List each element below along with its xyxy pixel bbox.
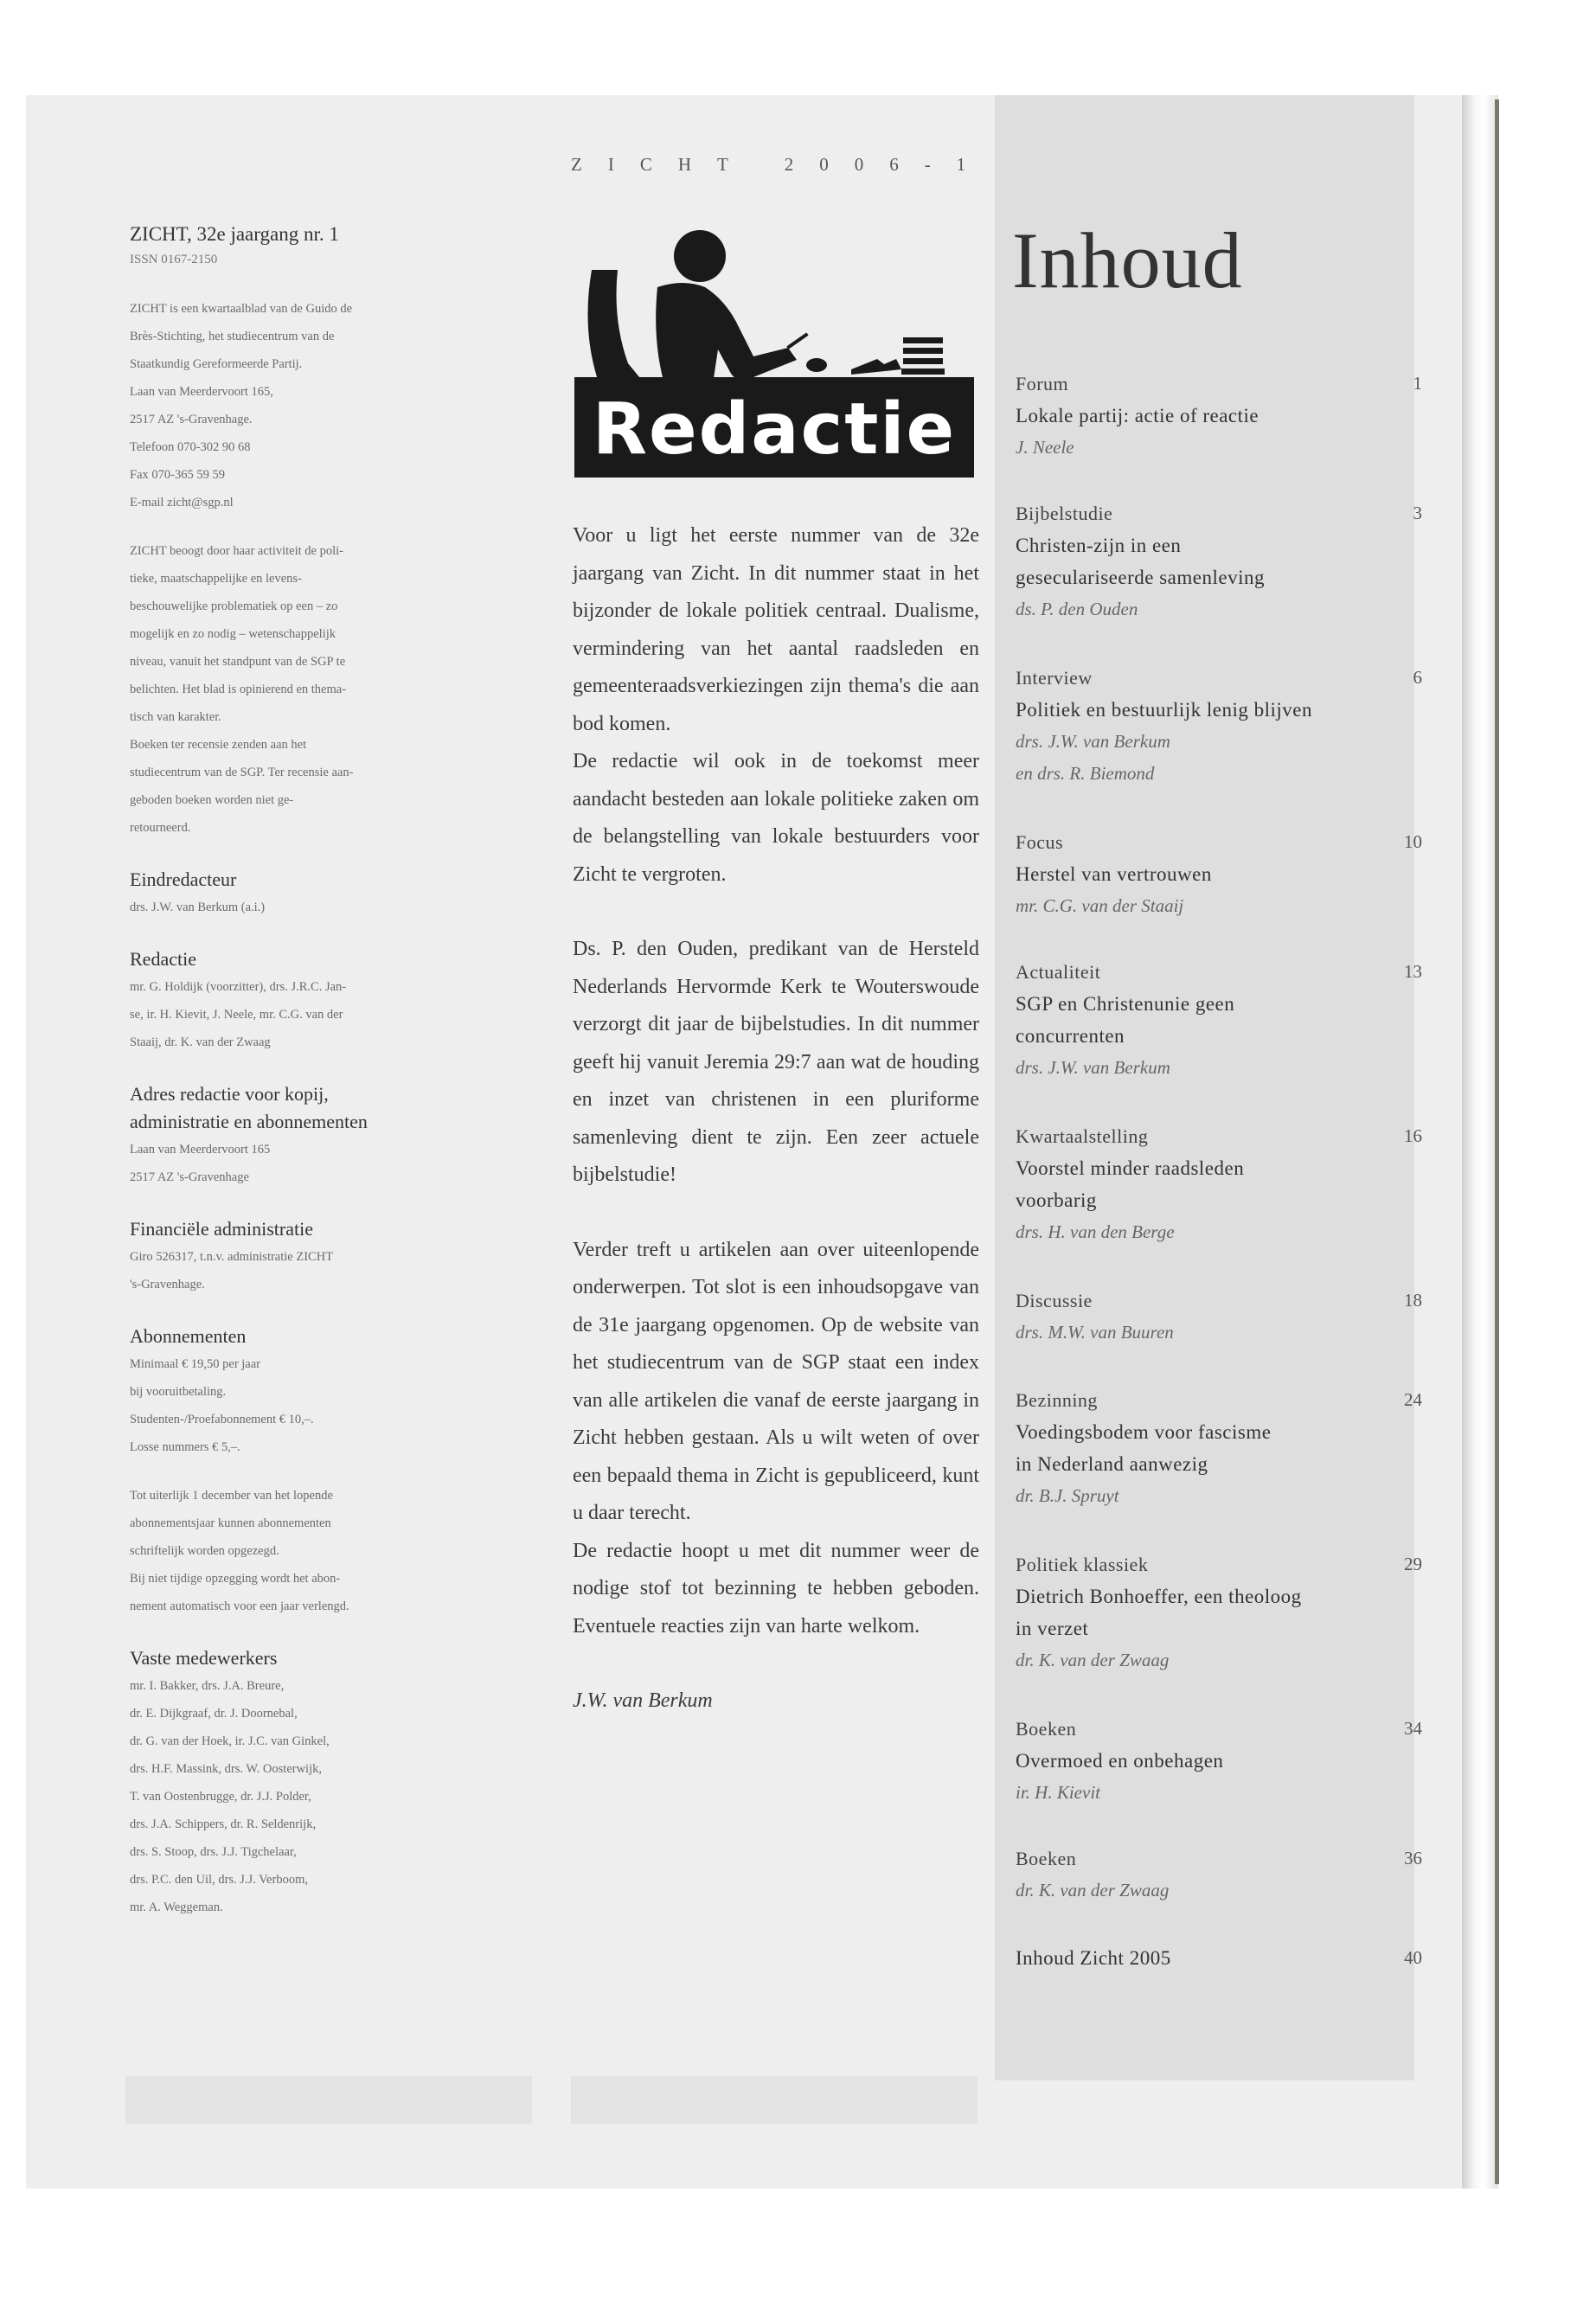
- section-body: [130, 1350, 476, 1461]
- article-signature: J.W. van Berkum: [573, 1689, 713, 1712]
- toc-author: dr. B.J. Spruyt: [1016, 1485, 1119, 1506]
- toc-title-line: concurrenten: [1016, 1025, 1125, 1047]
- notice-line: Bij niet tijdige opzegging wordt het abon-: [130, 1572, 341, 1586]
- notice-line: schriftelijk worden opgezegd.: [130, 1544, 279, 1558]
- colophon: [130, 223, 476, 1921]
- mission-line: mogelijk en zo nodig – wetenschappelijk: [130, 627, 336, 641]
- section-line: Studenten-/Proefabonnement € 10,–.: [130, 1413, 314, 1426]
- article-paragraph: De redactie hoopt u met dit nummer weer de nodige stof tot bezinning te hebben geboden. Eventuele reacties zijn van harte welkom.: [573, 1539, 979, 1638]
- binding-edge: [1495, 99, 1499, 2184]
- toc-title: Inhoud: [1012, 216, 1243, 304]
- toc-page-number: 34: [1404, 1718, 1422, 1739]
- mission-line: Boeken ter recensie zenden aan het: [130, 738, 307, 752]
- section-head: [130, 1080, 476, 1136]
- section-line: 's-Gravenhage.: [130, 1278, 205, 1292]
- toc-section: Bezinning: [1016, 1389, 1098, 1411]
- staff-line: mr. I. Bakker, drs. J.A. Breure,: [130, 1679, 285, 1693]
- section-line: Staaij, dr. K. van der Zwaag: [130, 1035, 271, 1049]
- toc-author: dr. K. van der Zwaag: [1016, 1880, 1170, 1900]
- mission-line: beschouwelijke problematiek op een – zo: [130, 599, 338, 613]
- section-body: [130, 973, 476, 1056]
- article-paragraph: De redactie wil ook in de toekomst meer aandacht besteden aan lokale politieke zaken om de belangstelling van lokale bestuurders voor Zicht te vergroten.: [573, 750, 979, 886]
- staff-line: drs. J.A. Schippers, dr. R. Seldenrijk,: [130, 1817, 317, 1831]
- section-head: Financiële administratie: [130, 1218, 313, 1240]
- toc-section: Discussie: [1016, 1290, 1093, 1311]
- toc-author: drs. M.W. van Buuren: [1016, 1322, 1174, 1343]
- section-body: [130, 1136, 476, 1191]
- mission-line: tisch van karakter.: [130, 710, 221, 724]
- issn: ISSN 0167-2150: [130, 253, 218, 266]
- mission-line: tieke, maatschappelijke en levens-: [130, 572, 302, 586]
- editor-body-icon: [656, 283, 797, 384]
- toc-title-line: Voorstel minder raadsleden: [1016, 1157, 1245, 1179]
- toc-title-line: geseculariseerde samenleving: [1016, 567, 1265, 588]
- toc-section: Interview: [1016, 667, 1093, 689]
- notice-line: abonnementsjaar kunnen abonnementen: [130, 1516, 331, 1530]
- staff-line: drs. H.F. Massink, drs. W. Oosterwijk,: [130, 1762, 322, 1776]
- toc-page-number: 6: [1413, 667, 1422, 688]
- section-line: 2517 AZ 's-Gravenhage: [130, 1170, 249, 1184]
- toc-entry: [1016, 1548, 1422, 1676]
- mission-line: studiecentrum van de SGP. Ter recensie aan-: [130, 766, 354, 779]
- toc-entry: [1016, 1120, 1422, 1248]
- toc-title-line: in verzet: [1016, 1618, 1089, 1639]
- section-line: Giro 526317, t.n.v. administratie ZICHT: [130, 1250, 334, 1264]
- staff-line: dr. E. Dijkgraaf, dr. J. Doornebal,: [130, 1707, 298, 1721]
- toc-author: dr. K. van der Zwaag: [1016, 1650, 1170, 1670]
- colophon-mission: [130, 537, 476, 842]
- toc-author: ds. P. den Ouden: [1016, 599, 1138, 619]
- colophon-intro-line: Laan van Meerdervoort 165,: [130, 385, 273, 399]
- section-line: se, ir. H. Kievit, J. Neele, mr. C.G. van der: [130, 1008, 343, 1022]
- staff-line: T. van Oostenbrugge, dr. J.J. Polder,: [130, 1790, 311, 1804]
- toc-entry: [1016, 826, 1422, 922]
- toc-page-number: 13: [1404, 961, 1422, 982]
- toc-title-line: Politiek en bestuurlijk lenig blijven: [1016, 699, 1313, 721]
- section-line: drs. J.W. van Berkum (a.i.): [130, 901, 266, 914]
- toc-section: Bijbelstudie: [1016, 503, 1113, 524]
- section-line: bij vooruitbetaling.: [130, 1385, 227, 1399]
- toc-page-number: 29: [1404, 1554, 1422, 1574]
- staff-line: drs. P.C. den Uil, drs. J.J. Verboom,: [130, 1873, 308, 1887]
- colophon-intro-line: Staatkundig Gereformeerde Partij.: [130, 357, 303, 371]
- staff-line: dr. G. van der Hoek, ir. J.C. van Ginkel,: [130, 1734, 330, 1748]
- chair-icon: [588, 270, 644, 382]
- toc-title-line: Lokale partij: actie of reactie: [1016, 405, 1259, 426]
- toc-page-number: 3: [1413, 503, 1422, 523]
- toc-entry: [1016, 1713, 1422, 1809]
- mission-line: niveau, vanuit het standpunt van de SGP te: [130, 655, 346, 669]
- section-body: [130, 1243, 476, 1298]
- toc-author: drs. J.W. van Berkum: [1016, 1057, 1170, 1078]
- toc-section: Kwartaalstelling: [1016, 1125, 1149, 1147]
- toc-entry: [1016, 956, 1422, 1084]
- mission-line: retourneerd.: [130, 821, 191, 835]
- toc-entry: [1016, 1285, 1422, 1349]
- colophon-intro-line: E-mail zicht@sgp.nl: [130, 496, 234, 510]
- staff-line: mr. A. Weggeman.: [130, 1900, 223, 1914]
- toc-entry: [1016, 1843, 1422, 1907]
- toc-author: ir. H. Kievit: [1016, 1782, 1100, 1803]
- section-line: mr. G. Holdijk (voorzitter), drs. J.R.C. Jan-: [130, 980, 347, 994]
- notice-line: nement automatisch voor een jaar verlengd.: [130, 1599, 349, 1613]
- toc-title-line: Overmoed en onbehagen: [1016, 1750, 1224, 1772]
- article-paragraph: Ds. P. den Ouden, predikant van de Hersteld Nederlands Hervormde Kerk te Wouterswoude verzorgt dit jaar de bijbelstudies. In dit nummer geeft hij vanuit Jeremia 29:7 aan wat de houding en inzet van christenen in een pluriforme samenleving dient te zijn. Een zeer actuele bijbelstudie!: [573, 938, 979, 1186]
- section-head: Redactie: [130, 948, 196, 970]
- toc-entry: [1016, 662, 1422, 790]
- section-head: Eindredacteur: [130, 868, 237, 890]
- section-body: [130, 894, 476, 921]
- toc-page-number: 18: [1404, 1290, 1422, 1311]
- toc-page-number: 36: [1404, 1848, 1422, 1868]
- colophon-intro-line: Telefoon 070-302 90 68: [130, 440, 251, 454]
- footer-band: [571, 2076, 977, 2124]
- toc-author: mr. C.G. van der Staaij: [1016, 895, 1184, 916]
- colophon-intro-line: Brès-Stichting, het studiecentrum van de: [130, 330, 335, 343]
- toc-page-number: 10: [1404, 831, 1422, 852]
- staff-line: drs. S. Stoop, drs. J.J. Tigchelaar,: [130, 1845, 297, 1859]
- mission-line: belichten. Het blad is opinierend en thema-: [130, 683, 347, 696]
- toc-title-line: SGP en Christenunie geen: [1016, 993, 1235, 1015]
- section-head-line: Adres redactie voor kopij,: [130, 1083, 329, 1105]
- toc-entry: [1016, 368, 1422, 464]
- desk-tools-icon: [851, 359, 901, 375]
- toc-page-number: 24: [1404, 1389, 1422, 1410]
- toc-page-number: 1: [1413, 373, 1422, 394]
- toc-author: drs. H. van den Berge: [1016, 1221, 1175, 1242]
- colophon-intro-line: ZICHT is een kwartaalblad van de Guido de: [130, 302, 353, 316]
- toc-title-line: Dietrich Bonhoeffer, een theoloog: [1016, 1586, 1302, 1607]
- toc-section: Focus: [1016, 831, 1064, 853]
- toc-page-number: 40: [1404, 1947, 1422, 1968]
- section-head-line: administratie en abonnementen: [130, 1111, 368, 1132]
- toc-page-number: 16: [1404, 1125, 1422, 1146]
- toc-entry: [1016, 1384, 1422, 1512]
- toc-entry: [1016, 497, 1422, 625]
- toc-section: Forum: [1016, 373, 1069, 394]
- toc-section: Boeken: [1016, 1718, 1077, 1740]
- article-paragraph: Voor u ligt het eerste nummer van de 32e jaargang van Zicht. In dit nummer staat in het bijzonder de lokale politiek centraal. Dualisme, vermindering van het aantal raadsleden en gemeenteraadsverkiezingen zijn thema's die aan bod komen.: [573, 524, 979, 735]
- toc-title-line: Inhoud Zicht 2005: [1016, 1947, 1171, 1969]
- editorial-article: [573, 517, 979, 1721]
- staff-head: Vaste medewerkers: [130, 1647, 278, 1669]
- toc-section: Politiek klassiek: [1016, 1554, 1149, 1575]
- section-line: Losse nummers € 5,–.: [130, 1440, 240, 1454]
- mission-line: ZICHT beoogt door haar activiteit de poli-: [130, 544, 343, 558]
- section-head: Abonnementen: [130, 1325, 247, 1347]
- cancellation-notice: [130, 1482, 476, 1620]
- section-line: Laan van Meerdervoort 165: [130, 1143, 271, 1157]
- toc-author: drs. J.W. van Berkum: [1016, 731, 1170, 752]
- staff-list: [130, 1672, 476, 1921]
- toc-title-line: Christen-zijn in een: [1016, 535, 1182, 556]
- redactie-logo: [574, 227, 974, 478]
- toc-section: Actualiteit: [1016, 961, 1101, 983]
- footer-band: [125, 2076, 532, 2124]
- colophon-intro: [130, 295, 476, 516]
- toc-title-line: in Nederland aanwezig: [1016, 1453, 1208, 1475]
- article-paragraph: Verder treft u artikelen aan over uiteenlopende onderwerpen. Tot slot is een inhoudsopgave van de 31e jaargang opgenomen. Op de website van het studiecentrum van de SGP staat een index van alle artikelen die vanaf de eerste jaargang in Zicht hebben gestaan. Als u wilt weten of over een bepaald thema in Zicht is gepubliceerd, kunt u daar terecht.: [573, 1238, 979, 1524]
- notice-line: Tot uiterlijk 1 december van het lopende: [130, 1489, 333, 1503]
- editor-head-icon: [674, 230, 726, 282]
- colophon-title: ZICHT, 32e jaargang nr. 1: [130, 223, 339, 245]
- binding-spine: [1462, 95, 1498, 2189]
- section-line: Minimaal € 19,50 per jaar: [130, 1357, 260, 1371]
- toc-title-line: Voedingsbodem voor fascisme: [1016, 1421, 1272, 1443]
- toc-entry: [1016, 1942, 1422, 1974]
- colophon-intro-line: Fax 070-365 59 59: [130, 468, 225, 482]
- logo-label: Redactie: [592, 388, 957, 471]
- mission-line: geboden boeken worden niet ge-: [130, 793, 294, 807]
- toc-section: Boeken: [1016, 1848, 1077, 1869]
- toc-title-line: voorbarig: [1016, 1189, 1097, 1211]
- running-head: ZICHT 2006-1: [571, 154, 992, 175]
- toc-author: en drs. R. Biemond: [1016, 763, 1155, 784]
- colophon-intro-line: 2517 AZ 's-Gravenhage.: [130, 413, 253, 426]
- toc-author: J. Neele: [1016, 437, 1074, 458]
- toc-title-line: Herstel van vertrouwen: [1016, 863, 1212, 885]
